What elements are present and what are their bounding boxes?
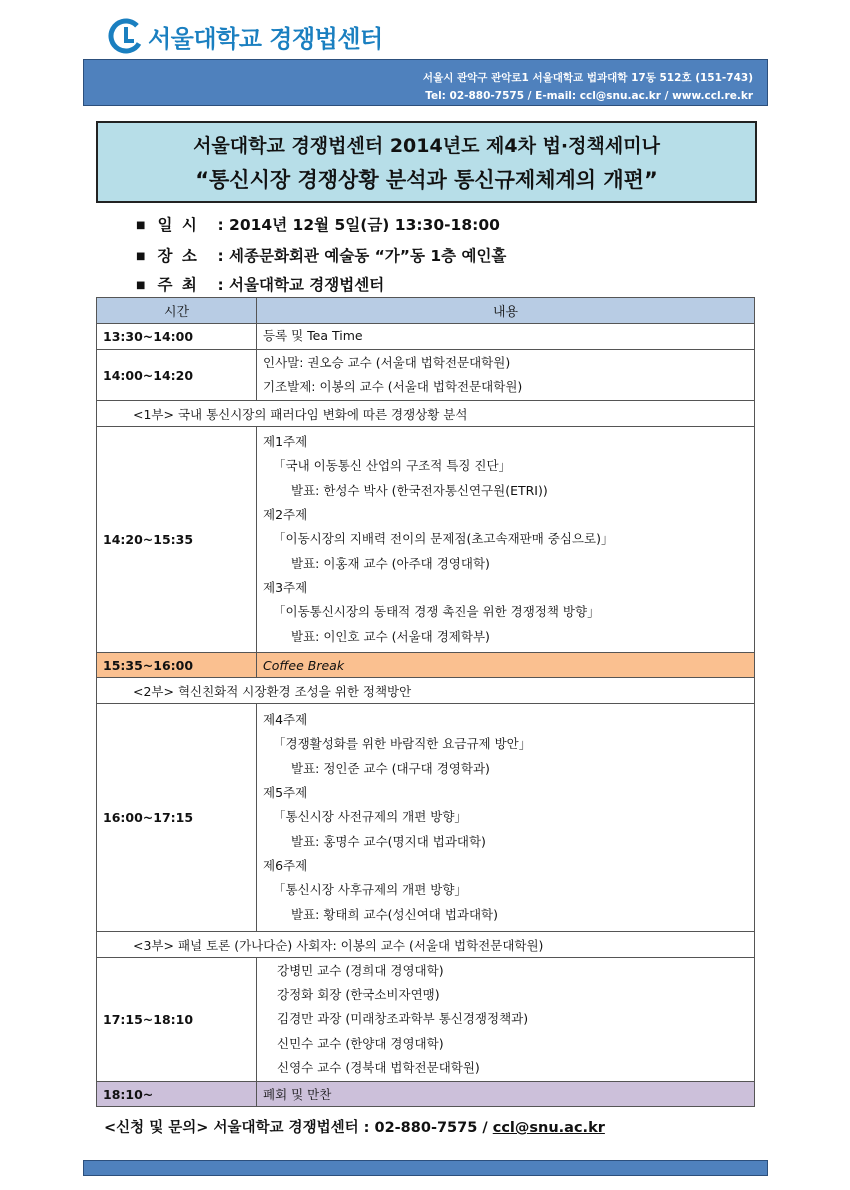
table-row: [97, 704, 755, 932]
time-cell: 17:15~18:10: [97, 958, 257, 1082]
time-cell: 14:00~14:20: [97, 350, 257, 401]
info-date: ■ 일 시 : 2014년 12월 5일(금) 13:30-18:00: [136, 216, 500, 234]
footer-bar: [83, 1160, 768, 1176]
time-cell: 14:20~15:35: [97, 427, 257, 653]
center-logo: [108, 16, 383, 56]
content-cell: 인사말: 권오승 교수 (서울대 법학전문대학원) 기조발제: 이봉의 교수 (서울대 법학전문대학원): [257, 350, 755, 401]
square-bullet-icon: ■: [136, 220, 146, 231]
inquiry-footer: [104, 1116, 605, 1137]
content-cell: 등록 및 Tea Time: [257, 324, 755, 350]
info-host: ■ 주 최 : 서울대학교 경쟁법센터: [136, 276, 385, 294]
table-row: [97, 350, 755, 401]
info-venue: ■ 장 소 : 세종문화회관 예술동 “가”동 1층 예인홀: [136, 247, 507, 265]
address: 서울시 관악구 관악로1 서울대학교 법과대학 17동 512호 (151-743): [422, 72, 753, 84]
content-cell: Coffee Break: [257, 653, 755, 678]
time-cell: 13:30~14:00: [97, 324, 257, 350]
section-row: [97, 678, 755, 704]
inquiry-text: <신청 및 문의> 서울대학교 경쟁법센터 : 02-880-7575 /: [104, 1120, 493, 1136]
section-title: <2부> 혁신친화적 시장환경 조성을 위한 정책방안: [97, 678, 755, 704]
schedule-table: [96, 297, 755, 1107]
square-bullet-icon: ■: [136, 280, 146, 291]
time-cell: 15:35~16:00: [97, 653, 257, 678]
seminar-title-box: [96, 121, 757, 203]
column-header-time: 시간: [97, 298, 257, 324]
content-cell: 제1주제 「국내 이동통신 산업의 구조적 특징 진단」 발표: 한성수 박사 (한국전자통신연구원(ETRI)) 제2주제 「이동시장의 지배력 전이의 문제점(초고속재판매 중심으로)」 발표: 이홍재 교수 (아주대 경영대학) 제3주제 「이동통신시장의 동태적 경쟁 촉진을 위한 경쟁정책 방향」 발표: 이인호 교수 (서울대 경제학부): [257, 427, 755, 653]
content-cell: 강병민 교수 (경희대 경영대학) 강정화 회장 (한국소비자연맹) 김경만 과장 (미래창조과학부 통신경쟁정책과) 신민수 교수 (한양대 경영대학) 신영수 교수 (경북대 법학전문대학원): [257, 958, 755, 1082]
coffee-break-row: [97, 653, 755, 678]
section-row: [97, 401, 755, 427]
table-row: [97, 958, 755, 1082]
content-cell: 제4주제 「경쟁활성화를 위한 바람직한 요금규제 방안」 발표: 정인준 교수 (대구대 경영학과) 제5주제 「통신시장 사전규제의 개편 방향」 발표: 홍명수 교수(명지대 법과대학) 제6주제 「통신시장 사후규제의 개편 방향」 발표: 황태희 교수(성신여대 법과대학): [257, 704, 755, 932]
ccl-logo-icon: [108, 18, 144, 54]
section-row: [97, 932, 755, 958]
seminar-subtitle: “통신시장 경쟁상황 분석과 통신규제체계의 개편”: [195, 168, 658, 192]
closing-row: [97, 1082, 755, 1107]
seminar-title: 서울대학교 경쟁법센터 2014년도 제4차 법·정책세미나: [193, 135, 660, 157]
table-row: [97, 324, 755, 350]
column-header-content: 내용: [257, 298, 755, 324]
time-cell: 16:00~17:15: [97, 704, 257, 932]
table-row: [97, 427, 755, 653]
section-title: <1부> 국내 통신시장의 패러다임 변화에 따른 경쟁상황 분석: [97, 401, 755, 427]
content-cell: 폐회 및 만찬: [257, 1082, 755, 1107]
header-bar: [83, 59, 768, 106]
org-name: 서울대학교 경쟁법센터: [148, 24, 383, 53]
section-title: <3부> 패널 토론 (가나다순) 사회자: 이봉의 교수 (서울대 법학전문대학원): [97, 932, 755, 958]
table-header-row: [97, 298, 755, 324]
contact-info: Tel: 02-880-7575 / E-mail: ccl@snu.ac.kr / www.ccl.re.kr: [425, 90, 753, 102]
email-link[interactable]: ccl@snu.ac.kr: [492, 1120, 605, 1136]
time-cell: 18:10~: [97, 1082, 257, 1107]
square-bullet-icon: ■: [136, 251, 146, 262]
